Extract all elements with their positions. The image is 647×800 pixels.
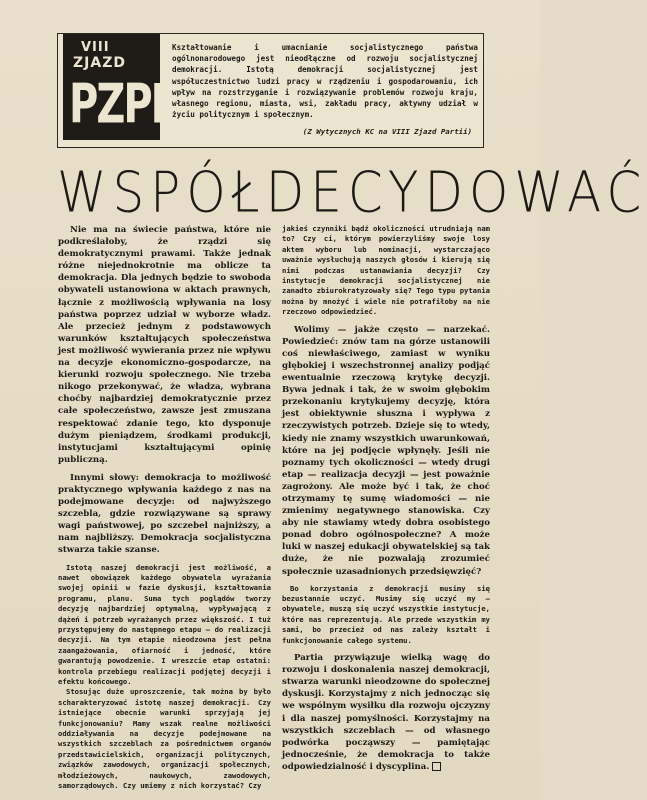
article-title: WSPÓŁDECYDOWAĆ <box>57 159 647 225</box>
logo-line-1: VIII <box>81 40 110 55</box>
left-paragraph-1: Nie ma na świecie państwa, które nie podkreślałoby, że rządzi się demokratycznymi prawami. Także jednak różne niejednokrotnie ma oblicze ta demokracja. Dla jednych będzie to swoboda obywateli ustanowiona w aktach prawnych, łącznie z możliwością wpływania na losy państwa poprzez udział w wyborze władz. Ale przecież jednym z podstawowych warunków kształtujących społeczeństwa jest możliwość wywierania przez nie wpływu na decyzje ekonomiczno-gospodarcze, na kierunki rozwoju społecznego. Nie trzeba nikogo przekonywać, że władza, wybrana choćby najbardziej demokratycznie przez całe społeczeństwo, zawsze jest zmuszana respektować zdanie tego, kto dysponuje dużym pieniądzem, środkami produkcji, instytucjami kształtującymi opinię publiczną. <box>58 225 271 465</box>
left-paragraph-3: Istotą naszej demokracji jest możliwość, a nawet obowiązek każdego obywatela wyrażania swojej opinii w fazie dyskusji, kształtowania programu, planu. Suma tych poglądów tworzy decyzję najbardziej optymalną, wypływającą z dążeń i potrzeb wyrażanych przez większość. I tuż przystępujemy do następnego etapu — do realizacji decyzji. Na tym etapie nieodzowna jest pełna zaangażowania, ofiarność i jedność, które gwarantują powodzenie. I wreszcie etap ostatni: kontrola przebiegu realizacji podjętej decyzji i efektu końcowego. <box>58 562 271 686</box>
right-paragraph-1: jakieś czynniki bądź okoliczności utrudniają nam to? Czy ci, którym powierzyliśmy swoje losy aktem wyboru lub nominacji, wystarczająco uważnie wysłuchują naszych głosów i kierują się nimi podczas ustanawiania decyzji? Czy instytucje demokracji socjalistycznej nie zanadto zbiurokratyzowały się? Tego typu pytania można by mnożyć i wiele nie potrafiłoby na nie rzeczowo odpowiedzieć. <box>282 224 490 317</box>
right-paragraph-2: Wolimy — jakże często — narzekać. Powiedzieć: znów tam na górze ustanowili coś niewłaściwego, zamiast w wyniku głębokiej i wszechstronnej analizy podjąć ewentualnie rzeczową krytykę decyzji. Bywa jednak i tak, że w swoim głębokim przekonaniu krytykujemy decyzję, która jest obiektywnie słuszna i wypływa z rzeczywistych potrzeb. Dzieje się to wtedy, kiedy nie znamy wszystkich uwarunkowań, które na jej podjęcie wpłynęły. Jeśli nie poznamy tych okoliczności — wtedy drugi etap — realizacja decyzji — jest poważnie zagrożony. Ale może być i tak, że choć otrzymamy tę sumę wiadomości — nie zmienimy negatywnego stanowiska. Czy aby nie stawiamy wtedy dobra osobistego ponad dobro ogólnospołeczne? A może luki w naszej edukacji obywatelskiej są tak duże, że nie pozwalają zrozumieć społecznie uzasadnionych przedsięwzięć? <box>282 324 490 577</box>
left-paragraph-2: Innymi słowy: demokracja to możliwość praktycznego wpływania każdego z nas na podejmowane decyzje: od najwyższego szczebla, gdzie rozwiązywane są sprawy wagi państwowej, po szczebel najniższy, a nam najbliższy. Demokracja socjalistyczna stwarza takie szanse. <box>58 472 271 556</box>
header-quote-source: (Z Wytycznych KC na VIII Zjazd Partii) <box>302 127 472 136</box>
right-paragraph-4-text: Partia przywiązuje wielką wagę do rozwoju i doskonalenia naszej demokracji, stwarza warunki nieodzowne do społecznej dyskusji. Korzystajmy z nich jednocząc się we wspólnym wysiłku dla rozwoju ojczyzny i dla naszej pomyślności. Korzystajmy na wszystkich szczeblach — od własnego podwórka począwszy — pamiętając jednocześnie, że demokracja to także odpowiedzialność i dyscyplina. <box>282 653 490 772</box>
right-paragraph-4 <box>282 652 490 773</box>
logo-line-2: ZJAZD <box>73 55 126 71</box>
congress-logo <box>63 34 180 140</box>
header-quote-text: Kształtowanie i umacnianie socjalistycznego państwa ogólnonarodowego jest nieodłączne od rozwoju socjalistycznej demokracji. Istotą demokracji socjalistycznej jest współuczestnictwo ludzi pracy w rządzeniu i gospodarowaniu, ich wpływ na rozstrzyganie i rozwiązywanie problemów rozwoju kraju, własnego regionu, miasta, wsi, zakładu pracy, aktywny udział w życiu politycznym i społecznym. <box>172 43 478 120</box>
end-mark-icon <box>432 762 441 771</box>
right-paragraph-3: Bo korzystania z demokracji musimy się bezustannie uczyć. Musimy się uczyć my — obywatele, muszą się uczyć wszystkie instytucje, które nas reprezentują. Ale przede wszystkim my sami, bo przecież od nas zależy kształt i funkcjonowanie całego systemu. <box>282 583 490 645</box>
logo-line-3: PZPR <box>69 74 180 137</box>
left-column <box>58 224 271 791</box>
left-paragraph-4: Stosując duże uproszczenie, tak można by było scharakteryzować istotę naszej demokracji. Czy istniejące obecnie warunki sprzyjają jej funkcjonowaniu? Mamy wszak realne możliwości oddziaływania na decyzje podejmowane na wszystkich szczeblach za pośrednictwem organów przedstawicielskich, organizacji politycznych, związków zawodowych, organizacji społecznych, młodzieżowych, naukowych, zawodowych, samorządowych. Czy umiemy z nich korzystać? Czy <box>58 687 271 791</box>
right-column <box>282 224 490 773</box>
